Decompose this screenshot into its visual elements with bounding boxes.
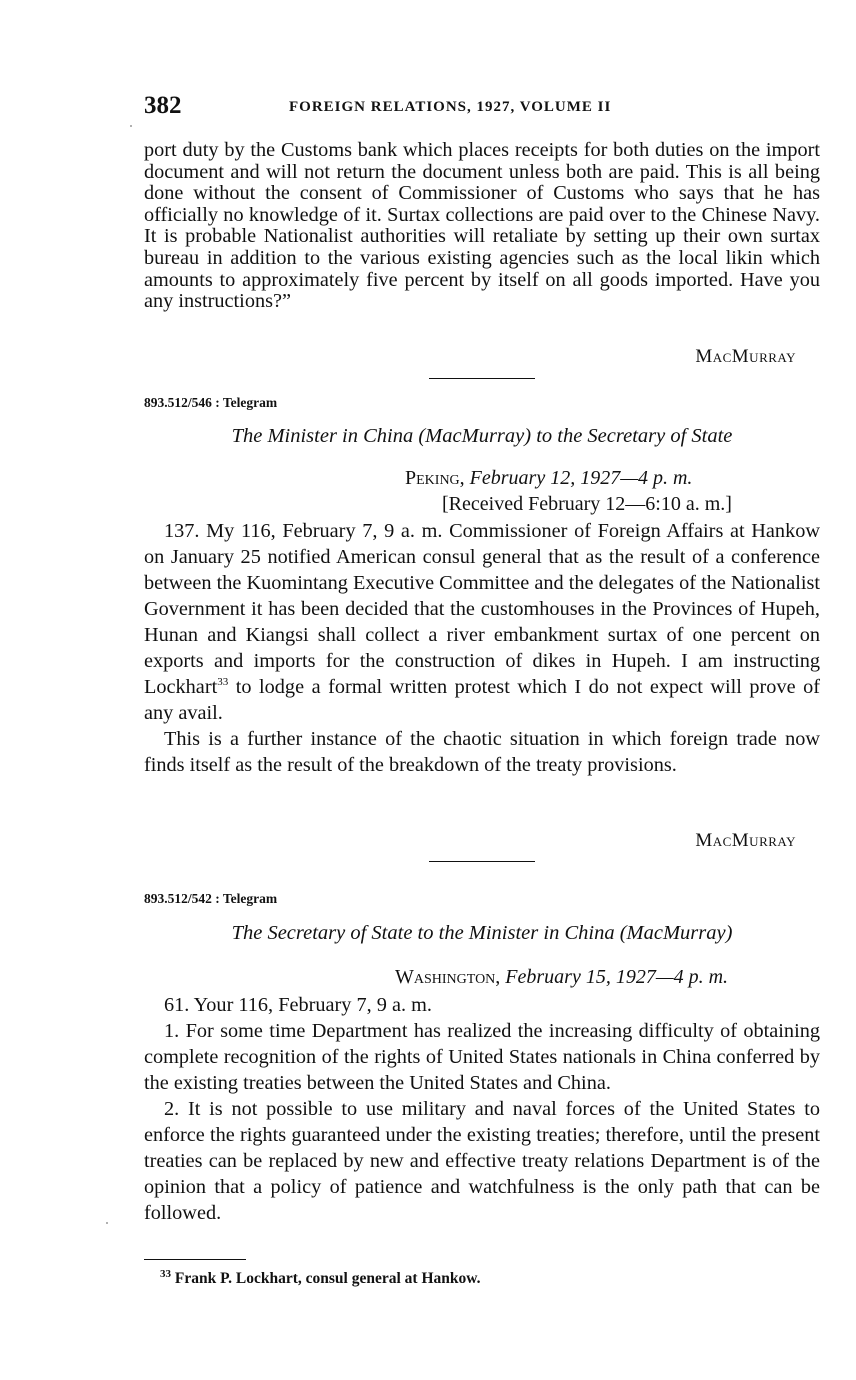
margin-speck: [130, 125, 132, 127]
telegram-61-paragraph-0: 61. Your 116, February 7, 9 a. m.: [164, 994, 432, 1016]
continued-text: port duty by the Customs bank which places receipts for both duties on the import document and will not return the document unless both are paid. This is all being done without the consent of Commissioner of Customs who says that he has officially no knowledge of it. Surtax collections are paid over to the Chinese Navy. It is probable Nationalist authorities will retaliate by setting up their own surtax bureau in addition to the various existing agencies such as the local likin which amounts to approximately five percent by itself on all goods imported. Have you any instructions?”: [144, 139, 820, 313]
telegram-137-body: [144, 518, 820, 778]
footnote: [160, 1267, 481, 1288]
dateline-date: February 15, 1927—4 p. m.: [505, 966, 729, 988]
page-number: 382: [144, 92, 182, 119]
file-reference-1: 893.512/546 : Telegram: [144, 395, 278, 410]
file-reference-2: 893.512/542 : Telegram: [144, 891, 278, 906]
telegram-61-body: [144, 992, 820, 1226]
dateline-1: [405, 467, 692, 490]
paragraph-text: 137. My 116, February 7, 9 a. m. Commissioner of Foreign Affairs at Hankow on January 25 notified American consul general that as the result of a conference between the Kuomintang Executive Committee and the delegates of the Nationalist Government it has been decided that the customhouses in the Provinces of Hupeh, Hunan and Kiangsi shall collect a river embankment surtax of one percent on exports and imports for the construction of dikes in Hupeh. I am instructing Lockhart: [144, 520, 820, 698]
telegram-137-paragraph-2: This is a further instance of the chaotic situation in which foreign trade now finds itself as the result of the breakdown of the treaty provisions.: [144, 728, 820, 776]
telegram-137-paragraph-1: [144, 518, 820, 726]
continued-paragraph: [144, 140, 820, 313]
signature-macmurray-2: MacMurray: [695, 830, 796, 851]
telegram-61-paragraph-2: 2. It is not possible to use military and naval forces of the United States to enforce the rights guaranteed under the existing treaties; therefore, until the present treaties can be replaced by new and effective treaty relations Department is of the opinion that a policy of patience and watchfulness is the only path that can be followed.: [144, 1098, 820, 1224]
telegram-61-paragraph-1: 1. For some time Department has realized the increasing difficulty of obtaining complete recognition of the rights of United States nationals in China conferred by the existing treaties between the United States and China.: [144, 1020, 820, 1094]
dateline-date: February 12, 1927—4 p. m.: [469, 467, 693, 489]
margin-speck: [106, 1222, 108, 1224]
section-divider-2: [429, 861, 535, 862]
document-title-1: The Minister in China (MacMurray) to the Secretary of State: [231, 425, 733, 447]
footnote-reference: 33: [217, 676, 229, 689]
received-line: [Received February 12—6:10 a. m.]: [442, 493, 732, 515]
dateline-place: Washington,: [395, 966, 501, 988]
document-title-2: The Secretary of State to the Minister in China (MacMurray): [231, 922, 733, 944]
page-header: [144, 92, 820, 122]
dateline-place: Peking,: [405, 467, 465, 489]
footnote-mark: 33: [160, 1267, 171, 1280]
section-divider-1: [429, 378, 535, 379]
running-head: FOREIGN RELATIONS, 1927, VOLUME II: [289, 99, 612, 115]
paragraph-text-continued: to lodge a formal written protest which I do not expect will prove of any avail.: [144, 676, 820, 724]
footnote-rule: [144, 1259, 246, 1260]
footnote-text: Frank P. Lockhart, consul general at Hankow.: [174, 1270, 481, 1287]
signature-macmurray-1: MacMurray: [695, 346, 796, 367]
dateline-2: [395, 966, 728, 989]
